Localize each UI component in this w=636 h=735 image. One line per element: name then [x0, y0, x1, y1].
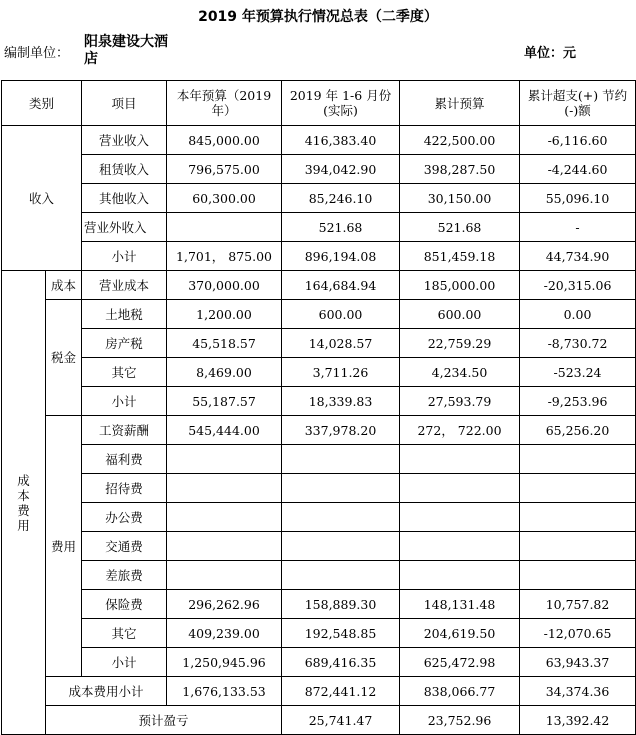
cumulative-cell	[400, 474, 520, 503]
budget-cell	[167, 532, 282, 561]
item-cell: 小计	[82, 242, 167, 271]
actual-cell: 600.00	[282, 300, 400, 329]
cumulative-cell: 851,459.18	[400, 242, 520, 271]
actual-cell	[282, 445, 400, 474]
cumulative-cell: 272， 722.00	[400, 416, 520, 445]
item-cell: 招待费	[82, 474, 167, 503]
variance-cell	[520, 561, 636, 590]
variance-cell	[520, 532, 636, 561]
cumulative-cell: 838,066.77	[400, 677, 520, 706]
cumulative-cell: 625,472.98	[400, 648, 520, 677]
unit-name: 阳泉建设大酒店	[84, 34, 168, 67]
variance-cell	[520, 474, 636, 503]
variance-cell: 65,256.20	[520, 416, 636, 445]
budget-cell: 296,262.96	[167, 590, 282, 619]
budget-cell: 8,469.00	[167, 358, 282, 387]
actual-cell	[282, 474, 400, 503]
cumulative-cell: 521.68	[400, 213, 520, 242]
actual-cell: 164,684.94	[282, 271, 400, 300]
budget-cell: 25,741.47	[282, 706, 400, 735]
table-row	[2, 242, 636, 271]
table-row	[2, 532, 636, 561]
table-row	[2, 706, 636, 735]
item-cell: 工资薪酬	[82, 416, 167, 445]
item-cell: 差旅费	[82, 561, 167, 590]
item-cell: 小计	[82, 387, 167, 416]
budget-cell: 60,300.00	[167, 184, 282, 213]
cumulative-cell	[400, 503, 520, 532]
cumulative-cell: 204,619.50	[400, 619, 520, 648]
header-variance: 累计超支(+) 节约(-)额	[520, 81, 636, 126]
item-cell: 交通费	[82, 532, 167, 561]
variance-cell: 55,096.10	[520, 184, 636, 213]
variance-cell: -9,253.96	[520, 387, 636, 416]
item-cell: 营业外收入	[82, 213, 167, 242]
cumulative-cell: 4,234.50	[400, 358, 520, 387]
variance-cell: 44,734.90	[520, 242, 636, 271]
item-cell: 成本费用小计	[46, 677, 167, 706]
budget-cell: 545,444.00	[167, 416, 282, 445]
variance-cell: 63,943.37	[520, 648, 636, 677]
item-cell: 小计	[82, 648, 167, 677]
budget-cell: 1,676,133.53	[167, 677, 282, 706]
cost-category	[2, 271, 46, 735]
table-row	[2, 561, 636, 590]
budget-cell	[167, 561, 282, 590]
actual-cell: 521.68	[282, 213, 400, 242]
table-row	[2, 503, 636, 532]
table-row	[2, 619, 636, 648]
item-cell: 办公费	[82, 503, 167, 532]
actual-cell: 23,752.96	[400, 706, 520, 735]
budget-cell: 409,239.00	[167, 619, 282, 648]
cumulative-cell: 148,131.48	[400, 590, 520, 619]
header-cumulative-budget: 累计预算	[400, 81, 520, 126]
report-title: 2019 年预算执行情况总表（二季度）	[198, 9, 438, 25]
item-cell: 土地税	[82, 300, 167, 329]
header-category: 类别	[2, 81, 82, 126]
actual-cell	[282, 503, 400, 532]
cumulative-cell	[400, 445, 520, 474]
expense-subcategory: 费用	[46, 416, 82, 677]
table-row	[2, 474, 636, 503]
tax-subcategory: 税金	[46, 300, 82, 416]
table-row	[2, 387, 636, 416]
table-row	[2, 300, 636, 329]
budget-cell	[167, 445, 282, 474]
table-row	[2, 155, 636, 184]
budget-cell: 1,701， 875.00	[167, 242, 282, 271]
actual-cell: 689,416.35	[282, 648, 400, 677]
table-row	[2, 184, 636, 213]
budget-cell: 1,250,945.96	[167, 648, 282, 677]
budget-cell: 45,518.57	[167, 329, 282, 358]
header-item: 项目	[82, 81, 167, 126]
item-cell: 其它	[82, 358, 167, 387]
actual-cell: 18,339.83	[282, 387, 400, 416]
unit-label: 编制单位：	[4, 46, 70, 61]
variance-cell: -523.24	[520, 358, 636, 387]
profit-label: 预计盈亏	[46, 706, 282, 735]
budget-cell: 796,575.00	[167, 155, 282, 184]
variance-cell: -	[520, 213, 636, 242]
item-cell: 营业收入	[82, 126, 167, 155]
budget-cell: 845,000.00	[167, 126, 282, 155]
variance-cell: 34,374.36	[520, 677, 636, 706]
header-annual-budget: 本年预算（2019 年）	[167, 81, 282, 126]
variance-cell: -12,070.65	[520, 619, 636, 648]
table-row	[2, 126, 636, 155]
actual-cell	[282, 532, 400, 561]
item-cell: 其它	[82, 619, 167, 648]
table-row	[2, 329, 636, 358]
variance-cell: -8,730.72	[520, 329, 636, 358]
item-cell: 房产税	[82, 329, 167, 358]
budget-cell: 55,187.57	[167, 387, 282, 416]
cost-subcategory: 成本	[46, 271, 82, 300]
actual-cell: 158,889.30	[282, 590, 400, 619]
variance-cell: 10,757.82	[520, 590, 636, 619]
table-row	[2, 271, 636, 300]
budget-table	[1, 80, 636, 735]
header-row	[2, 81, 636, 126]
actual-cell	[282, 561, 400, 590]
actual-cell: 85,246.10	[282, 184, 400, 213]
table-row	[2, 358, 636, 387]
budget-cell	[167, 213, 282, 242]
cumulative-cell: 398,287.50	[400, 155, 520, 184]
cost-category-label: 成本费用	[17, 472, 30, 533]
header-actual: 2019 年 1-6 月份(实际)	[282, 81, 400, 126]
cumulative-cell	[400, 561, 520, 590]
actual-cell: 896,194.08	[282, 242, 400, 271]
currency-unit: 单位：元	[524, 46, 577, 61]
cumulative-cell: 30,150.00	[400, 184, 520, 213]
budget-cell: 1,200.00	[167, 300, 282, 329]
item-cell: 营业成本	[82, 271, 167, 300]
actual-cell: 337,978.20	[282, 416, 400, 445]
cumulative-cell: 13,392.42	[520, 706, 636, 735]
actual-cell: 394,042.90	[282, 155, 400, 184]
cumulative-cell: 422,500.00	[400, 126, 520, 155]
table-row	[2, 677, 636, 706]
table-row	[2, 590, 636, 619]
table-row	[2, 648, 636, 677]
actual-cell: 192,548.85	[282, 619, 400, 648]
actual-cell: 416,383.40	[282, 126, 400, 155]
table-row	[2, 445, 636, 474]
budget-cell	[167, 474, 282, 503]
cumulative-cell	[400, 532, 520, 561]
item-cell: 保险费	[82, 590, 167, 619]
cumulative-cell: 600.00	[400, 300, 520, 329]
budget-cell: 370,000.00	[167, 271, 282, 300]
income-category: 收入	[2, 126, 82, 271]
item-cell: 租赁收入	[82, 155, 167, 184]
variance-cell: -20,315.06	[520, 271, 636, 300]
cumulative-cell: 27,593.79	[400, 387, 520, 416]
variance-cell	[520, 503, 636, 532]
actual-cell: 3,711.26	[282, 358, 400, 387]
actual-cell: 14,028.57	[282, 329, 400, 358]
actual-cell: 872,441.12	[282, 677, 400, 706]
variance-cell: -6,116.60	[520, 126, 636, 155]
cumulative-cell: 185,000.00	[400, 271, 520, 300]
variance-cell: 0.00	[520, 300, 636, 329]
item-cell: 福利费	[82, 445, 167, 474]
table-row	[2, 416, 636, 445]
item-cell: 其他收入	[82, 184, 167, 213]
variance-cell: -4,244.60	[520, 155, 636, 184]
budget-cell	[167, 503, 282, 532]
variance-cell	[520, 445, 636, 474]
cumulative-cell: 22,759.29	[400, 329, 520, 358]
table-row	[2, 213, 636, 242]
